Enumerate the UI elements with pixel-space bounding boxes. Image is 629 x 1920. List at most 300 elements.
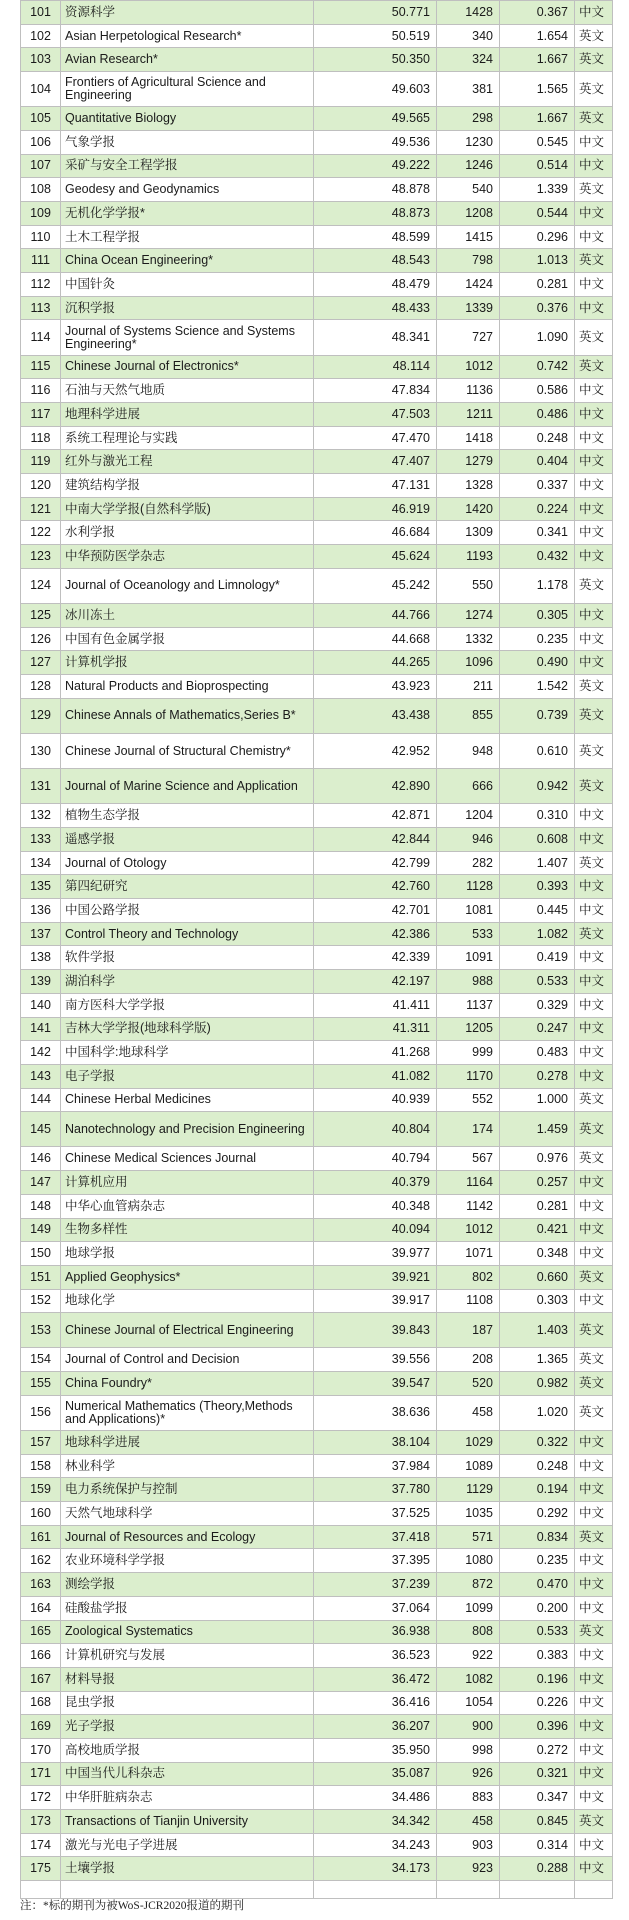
score-cell: 40.794 bbox=[314, 1147, 437, 1171]
rank-cell: 142 bbox=[21, 1041, 61, 1065]
table-row bbox=[21, 273, 613, 297]
table-row bbox=[21, 851, 613, 875]
language-cell: 中文 bbox=[575, 296, 613, 320]
score-cell: 40.094 bbox=[314, 1218, 437, 1242]
language-cell: 中文 bbox=[575, 1549, 613, 1573]
impact-cell: 0.200 bbox=[500, 1596, 575, 1620]
score-cell: 42.760 bbox=[314, 875, 437, 899]
language-cell: 英文 bbox=[575, 1313, 613, 1348]
table-row bbox=[21, 1762, 613, 1786]
table-row bbox=[21, 1064, 613, 1088]
rank-cell: 121 bbox=[21, 497, 61, 521]
language-cell: 中文 bbox=[575, 1017, 613, 1041]
language-cell: 中文 bbox=[575, 273, 613, 297]
impact-cell: 0.404 bbox=[500, 450, 575, 474]
score-cell: 45.242 bbox=[314, 568, 437, 603]
rank-count-cell: 1012 bbox=[437, 355, 500, 379]
empty-cell bbox=[314, 1881, 437, 1899]
journal-name-cell: 地球科学进展 bbox=[61, 1431, 314, 1455]
language-cell: 中文 bbox=[575, 1691, 613, 1715]
journal-name-cell: 遥感学报 bbox=[61, 828, 314, 852]
rank-count-cell: 540 bbox=[437, 178, 500, 202]
rank-count-cell: 567 bbox=[437, 1147, 500, 1171]
rank-count-cell: 1332 bbox=[437, 627, 500, 651]
impact-cell: 1.365 bbox=[500, 1348, 575, 1372]
table-row bbox=[21, 1857, 613, 1881]
table-row bbox=[21, 1786, 613, 1810]
score-cell: 36.938 bbox=[314, 1620, 437, 1644]
rank-count-cell: 1029 bbox=[437, 1431, 500, 1455]
rank-cell: 145 bbox=[21, 1112, 61, 1147]
journal-name-cell: Journal of Oceanology and Limnology* bbox=[61, 568, 314, 603]
score-cell: 47.503 bbox=[314, 403, 437, 427]
score-cell: 43.923 bbox=[314, 675, 437, 699]
journal-name-cell: Journal of Systems Science and Systems Engineering* bbox=[61, 320, 314, 355]
score-cell: 40.804 bbox=[314, 1112, 437, 1147]
impact-cell: 1.082 bbox=[500, 922, 575, 946]
table-row bbox=[21, 1218, 613, 1242]
rank-count-cell: 999 bbox=[437, 1041, 500, 1065]
score-cell: 41.311 bbox=[314, 1017, 437, 1041]
journal-name-cell: 第四纪研究 bbox=[61, 875, 314, 899]
table-row bbox=[21, 202, 613, 226]
rank-cell: 161 bbox=[21, 1525, 61, 1549]
rank-count-cell: 1142 bbox=[437, 1194, 500, 1218]
score-cell: 38.104 bbox=[314, 1431, 437, 1455]
journal-name-cell: 中国科学:地球科学 bbox=[61, 1041, 314, 1065]
language-cell: 中文 bbox=[575, 1667, 613, 1691]
journal-name-cell: Chinese Medical Sciences Journal bbox=[61, 1147, 314, 1171]
rank-count-cell: 550 bbox=[437, 568, 500, 603]
language-cell: 英文 bbox=[575, 24, 613, 48]
journal-name-cell: Geodesy and Geodynamics bbox=[61, 178, 314, 202]
score-cell: 39.917 bbox=[314, 1289, 437, 1313]
table-row bbox=[21, 1431, 613, 1455]
score-cell: 37.984 bbox=[314, 1454, 437, 1478]
impact-cell: 0.586 bbox=[500, 379, 575, 403]
journal-name-cell: 中华预防医学杂志 bbox=[61, 545, 314, 569]
impact-cell: 1.667 bbox=[500, 107, 575, 131]
table-row bbox=[21, 1, 613, 25]
journal-name-cell: 无机化学学报* bbox=[61, 202, 314, 226]
score-cell: 39.921 bbox=[314, 1265, 437, 1289]
journal-name-cell: China Ocean Engineering* bbox=[61, 249, 314, 273]
table-row bbox=[21, 1041, 613, 1065]
language-cell: 中文 bbox=[575, 1, 613, 25]
table-row bbox=[21, 107, 613, 131]
empty-cell bbox=[437, 1881, 500, 1899]
journal-name-cell: 高校地质学报 bbox=[61, 1738, 314, 1762]
rank-cell: 139 bbox=[21, 970, 61, 994]
language-cell: 英文 bbox=[575, 107, 613, 131]
rank-cell: 113 bbox=[21, 296, 61, 320]
journal-name-cell: Avian Research* bbox=[61, 48, 314, 72]
rank-count-cell: 533 bbox=[437, 922, 500, 946]
rank-count-cell: 1054 bbox=[437, 1691, 500, 1715]
rank-count-cell: 798 bbox=[437, 249, 500, 273]
rank-count-cell: 922 bbox=[437, 1644, 500, 1668]
rank-count-cell: 1137 bbox=[437, 993, 500, 1017]
table-row bbox=[21, 1525, 613, 1549]
rank-count-cell: 1164 bbox=[437, 1171, 500, 1195]
rank-count-cell: 1193 bbox=[437, 545, 500, 569]
table-row bbox=[21, 320, 613, 355]
language-cell: 中文 bbox=[575, 474, 613, 498]
impact-cell: 0.533 bbox=[500, 970, 575, 994]
rank-cell: 151 bbox=[21, 1265, 61, 1289]
impact-cell: 0.314 bbox=[500, 1833, 575, 1857]
rank-cell: 131 bbox=[21, 769, 61, 804]
score-cell: 42.799 bbox=[314, 851, 437, 875]
table-row bbox=[21, 804, 613, 828]
impact-cell: 0.347 bbox=[500, 1786, 575, 1810]
rank-cell: 167 bbox=[21, 1667, 61, 1691]
impact-cell: 0.292 bbox=[500, 1502, 575, 1526]
rank-cell: 111 bbox=[21, 249, 61, 273]
table-row bbox=[21, 379, 613, 403]
journal-name-cell: 计算机应用 bbox=[61, 1171, 314, 1195]
rank-cell: 129 bbox=[21, 698, 61, 733]
score-cell: 48.433 bbox=[314, 296, 437, 320]
score-cell: 48.878 bbox=[314, 178, 437, 202]
journal-name-cell: 中国当代儿科杂志 bbox=[61, 1762, 314, 1786]
rank-count-cell: 187 bbox=[437, 1313, 500, 1348]
table-row bbox=[21, 497, 613, 521]
score-cell: 42.871 bbox=[314, 804, 437, 828]
table-row bbox=[21, 675, 613, 699]
rank-cell: 104 bbox=[21, 72, 61, 107]
journal-name-cell: Numerical Mathematics (Theory,Methods and Applications)* bbox=[61, 1395, 314, 1430]
rank-count-cell: 926 bbox=[437, 1762, 500, 1786]
score-cell: 41.082 bbox=[314, 1064, 437, 1088]
rank-cell: 160 bbox=[21, 1502, 61, 1526]
rank-count-cell: 1211 bbox=[437, 403, 500, 427]
journal-name-cell: 软件学报 bbox=[61, 946, 314, 970]
rank-count-cell: 900 bbox=[437, 1715, 500, 1739]
journal-name-cell: 材料导报 bbox=[61, 1667, 314, 1691]
journal-name-cell: 土壤学报 bbox=[61, 1857, 314, 1881]
rank-count-cell: 946 bbox=[437, 828, 500, 852]
rank-count-cell: 211 bbox=[437, 675, 500, 699]
rank-count-cell: 282 bbox=[437, 851, 500, 875]
journal-name-cell: Frontiers of Agricultural Science and Engineering bbox=[61, 72, 314, 107]
language-cell: 中文 bbox=[575, 604, 613, 628]
rank-count-cell: 923 bbox=[437, 1857, 500, 1881]
score-cell: 40.379 bbox=[314, 1171, 437, 1195]
journal-name-cell: 采矿与安全工程学报 bbox=[61, 154, 314, 178]
language-cell: 中文 bbox=[575, 828, 613, 852]
table-row bbox=[21, 1265, 613, 1289]
language-cell: 英文 bbox=[575, 675, 613, 699]
rank-count-cell: 1035 bbox=[437, 1502, 500, 1526]
rank-count-cell: 458 bbox=[437, 1395, 500, 1430]
impact-cell: 1.542 bbox=[500, 675, 575, 699]
journal-name-cell: 地球学报 bbox=[61, 1242, 314, 1266]
journal-name-cell: Journal of Marine Science and Application bbox=[61, 769, 314, 804]
journal-name-cell: 测绘学报 bbox=[61, 1573, 314, 1597]
rank-count-cell: 802 bbox=[437, 1265, 500, 1289]
language-cell: 中文 bbox=[575, 993, 613, 1017]
impact-cell: 1.020 bbox=[500, 1395, 575, 1430]
impact-cell: 0.226 bbox=[500, 1691, 575, 1715]
rank-count-cell: 808 bbox=[437, 1620, 500, 1644]
journal-name-cell: Natural Products and Bioprospecting bbox=[61, 675, 314, 699]
rank-count-cell: 1091 bbox=[437, 946, 500, 970]
impact-cell: 0.305 bbox=[500, 604, 575, 628]
journal-name-cell: 地理科学进展 bbox=[61, 403, 314, 427]
rank-count-cell: 1428 bbox=[437, 1, 500, 25]
impact-cell: 0.288 bbox=[500, 1857, 575, 1881]
language-cell: 中文 bbox=[575, 202, 613, 226]
rank-cell: 169 bbox=[21, 1715, 61, 1739]
rank-count-cell: 727 bbox=[437, 320, 500, 355]
empty-cell bbox=[21, 1881, 61, 1899]
impact-cell: 1.339 bbox=[500, 178, 575, 202]
journal-name-cell: 光子学报 bbox=[61, 1715, 314, 1739]
rank-count-cell: 666 bbox=[437, 769, 500, 804]
impact-cell: 0.393 bbox=[500, 875, 575, 899]
language-cell: 中文 bbox=[575, 946, 613, 970]
journal-name-cell: 中国有色金属学报 bbox=[61, 627, 314, 651]
score-cell: 42.844 bbox=[314, 828, 437, 852]
rank-count-cell: 1128 bbox=[437, 875, 500, 899]
rank-cell: 101 bbox=[21, 1, 61, 25]
impact-cell: 0.257 bbox=[500, 1171, 575, 1195]
journal-name-cell: Journal of Resources and Ecology bbox=[61, 1525, 314, 1549]
impact-cell: 0.247 bbox=[500, 1017, 575, 1041]
rank-cell: 107 bbox=[21, 154, 61, 178]
language-cell: 中文 bbox=[575, 1478, 613, 1502]
empty-cell bbox=[500, 1881, 575, 1899]
table-row bbox=[21, 1088, 613, 1112]
language-cell: 英文 bbox=[575, 1372, 613, 1396]
impact-cell: 0.348 bbox=[500, 1242, 575, 1266]
rank-count-cell: 883 bbox=[437, 1786, 500, 1810]
journal-name-cell: Nanotechnology and Precision Engineering bbox=[61, 1112, 314, 1147]
score-cell: 48.599 bbox=[314, 225, 437, 249]
language-cell: 英文 bbox=[575, 1525, 613, 1549]
impact-cell: 0.490 bbox=[500, 651, 575, 675]
table-row bbox=[21, 1171, 613, 1195]
language-cell: 中文 bbox=[575, 225, 613, 249]
language-cell: 中文 bbox=[575, 1715, 613, 1739]
impact-cell: 0.421 bbox=[500, 1218, 575, 1242]
journal-name-cell: 沉积学报 bbox=[61, 296, 314, 320]
table-row bbox=[21, 1112, 613, 1147]
rank-cell: 159 bbox=[21, 1478, 61, 1502]
rank-cell: 164 bbox=[21, 1596, 61, 1620]
impact-cell: 0.310 bbox=[500, 804, 575, 828]
journal-name-cell: 系统工程理论与实践 bbox=[61, 426, 314, 450]
table-row bbox=[21, 733, 613, 768]
journal-name-cell: Control Theory and Technology bbox=[61, 922, 314, 946]
score-cell: 39.977 bbox=[314, 1242, 437, 1266]
table-row bbox=[21, 1147, 613, 1171]
rank-count-cell: 1424 bbox=[437, 273, 500, 297]
table-row bbox=[21, 828, 613, 852]
rank-cell: 123 bbox=[21, 545, 61, 569]
journal-name-cell: 农业环境科学学报 bbox=[61, 1549, 314, 1573]
rank-cell: 124 bbox=[21, 568, 61, 603]
rank-count-cell: 1129 bbox=[437, 1478, 500, 1502]
rank-count-cell: 174 bbox=[437, 1112, 500, 1147]
table-row bbox=[21, 1502, 613, 1526]
language-cell: 中文 bbox=[575, 1644, 613, 1668]
score-cell: 48.341 bbox=[314, 320, 437, 355]
rank-count-cell: 1279 bbox=[437, 450, 500, 474]
impact-cell: 0.224 bbox=[500, 497, 575, 521]
rank-cell: 173 bbox=[21, 1810, 61, 1834]
table-row bbox=[21, 225, 613, 249]
score-cell: 39.547 bbox=[314, 1372, 437, 1396]
language-cell: 中文 bbox=[575, 627, 613, 651]
rank-cell: 137 bbox=[21, 922, 61, 946]
score-cell: 47.470 bbox=[314, 426, 437, 450]
rank-count-cell: 381 bbox=[437, 72, 500, 107]
table-row bbox=[21, 1194, 613, 1218]
footnote: 注：*标的期刊为被WoS-JCR2020报道的期刊 bbox=[20, 1900, 244, 1912]
language-cell: 英文 bbox=[575, 922, 613, 946]
language-cell: 英文 bbox=[575, 1265, 613, 1289]
table-row bbox=[21, 1596, 613, 1620]
impact-cell: 0.281 bbox=[500, 1194, 575, 1218]
journal-name-cell: Zoological Systematics bbox=[61, 1620, 314, 1644]
rank-cell: 148 bbox=[21, 1194, 61, 1218]
rank-cell: 120 bbox=[21, 474, 61, 498]
score-cell: 38.636 bbox=[314, 1395, 437, 1430]
rank-count-cell: 1415 bbox=[437, 225, 500, 249]
rank-count-cell: 1246 bbox=[437, 154, 500, 178]
rank-cell: 153 bbox=[21, 1313, 61, 1348]
impact-cell: 1.407 bbox=[500, 851, 575, 875]
journal-name-cell: 气象学报 bbox=[61, 130, 314, 154]
journal-name-cell: Chinese Annals of Mathematics,Series B* bbox=[61, 698, 314, 733]
impact-cell: 0.608 bbox=[500, 828, 575, 852]
score-cell: 44.668 bbox=[314, 627, 437, 651]
score-cell: 42.386 bbox=[314, 922, 437, 946]
rank-count-cell: 552 bbox=[437, 1088, 500, 1112]
language-cell: 中文 bbox=[575, 1064, 613, 1088]
score-cell: 37.395 bbox=[314, 1549, 437, 1573]
language-cell: 中文 bbox=[575, 403, 613, 427]
impact-cell: 0.278 bbox=[500, 1064, 575, 1088]
rank-count-cell: 1274 bbox=[437, 604, 500, 628]
rank-cell: 133 bbox=[21, 828, 61, 852]
impact-cell: 1.178 bbox=[500, 568, 575, 603]
table-row bbox=[21, 899, 613, 923]
journal-name-cell: 电力系统保护与控制 bbox=[61, 1478, 314, 1502]
table-row bbox=[21, 178, 613, 202]
rank-count-cell: 458 bbox=[437, 1810, 500, 1834]
table-row bbox=[21, 24, 613, 48]
impact-cell: 0.514 bbox=[500, 154, 575, 178]
rank-cell: 122 bbox=[21, 521, 61, 545]
impact-cell: 0.660 bbox=[500, 1265, 575, 1289]
score-cell: 35.087 bbox=[314, 1762, 437, 1786]
rank-count-cell: 1170 bbox=[437, 1064, 500, 1088]
rank-count-cell: 1012 bbox=[437, 1218, 500, 1242]
rank-count-cell: 340 bbox=[437, 24, 500, 48]
table-row bbox=[21, 1454, 613, 1478]
rank-cell: 135 bbox=[21, 875, 61, 899]
score-cell: 37.064 bbox=[314, 1596, 437, 1620]
language-cell: 英文 bbox=[575, 48, 613, 72]
language-cell: 英文 bbox=[575, 733, 613, 768]
impact-cell: 0.337 bbox=[500, 474, 575, 498]
table-row bbox=[21, 769, 613, 804]
language-cell: 中文 bbox=[575, 1454, 613, 1478]
rank-count-cell: 998 bbox=[437, 1738, 500, 1762]
table-row bbox=[21, 450, 613, 474]
language-cell: 中文 bbox=[575, 1573, 613, 1597]
journal-name-cell: Chinese Journal of Structural Chemistry* bbox=[61, 733, 314, 768]
journal-name-cell: 冰川冻土 bbox=[61, 604, 314, 628]
language-cell: 中文 bbox=[575, 1857, 613, 1881]
impact-cell: 0.235 bbox=[500, 1549, 575, 1573]
rank-cell: 115 bbox=[21, 355, 61, 379]
score-cell: 34.486 bbox=[314, 1786, 437, 1810]
journal-name-cell: 生物多样性 bbox=[61, 1218, 314, 1242]
impact-cell: 0.296 bbox=[500, 225, 575, 249]
language-cell: 英文 bbox=[575, 769, 613, 804]
impact-cell: 0.942 bbox=[500, 769, 575, 804]
language-cell: 中文 bbox=[575, 970, 613, 994]
language-cell: 中文 bbox=[575, 875, 613, 899]
language-cell: 英文 bbox=[575, 568, 613, 603]
impact-cell: 0.303 bbox=[500, 1289, 575, 1313]
rank-count-cell: 1420 bbox=[437, 497, 500, 521]
score-cell: 36.416 bbox=[314, 1691, 437, 1715]
rank-cell: 141 bbox=[21, 1017, 61, 1041]
rank-count-cell: 1108 bbox=[437, 1289, 500, 1313]
empty-cell bbox=[575, 1881, 613, 1899]
rank-count-cell: 298 bbox=[437, 107, 500, 131]
rank-cell: 140 bbox=[21, 993, 61, 1017]
language-cell: 英文 bbox=[575, 178, 613, 202]
journal-name-cell: 土木工程学报 bbox=[61, 225, 314, 249]
table-row bbox=[21, 651, 613, 675]
score-cell: 36.523 bbox=[314, 1644, 437, 1668]
journal-name-cell: 中华肝脏病杂志 bbox=[61, 1786, 314, 1810]
language-cell: 英文 bbox=[575, 1112, 613, 1147]
score-cell: 37.525 bbox=[314, 1502, 437, 1526]
rank-cell: 166 bbox=[21, 1644, 61, 1668]
table-row bbox=[21, 1715, 613, 1739]
journal-ranking-table-wrapper bbox=[20, 0, 612, 1899]
rank-cell: 127 bbox=[21, 651, 61, 675]
journal-name-cell: 地球化学 bbox=[61, 1289, 314, 1313]
score-cell: 48.543 bbox=[314, 249, 437, 273]
language-cell: 英文 bbox=[575, 1088, 613, 1112]
score-cell: 49.603 bbox=[314, 72, 437, 107]
journal-name-cell: Asian Herpetological Research* bbox=[61, 24, 314, 48]
rank-count-cell: 1328 bbox=[437, 474, 500, 498]
rank-cell: 168 bbox=[21, 1691, 61, 1715]
rank-cell: 108 bbox=[21, 178, 61, 202]
impact-cell: 0.976 bbox=[500, 1147, 575, 1171]
table-row bbox=[21, 993, 613, 1017]
impact-cell: 1.090 bbox=[500, 320, 575, 355]
rank-count-cell: 1080 bbox=[437, 1549, 500, 1573]
table-row bbox=[21, 698, 613, 733]
rank-cell: 156 bbox=[21, 1395, 61, 1430]
table-row bbox=[21, 1478, 613, 1502]
table-row bbox=[21, 1289, 613, 1313]
rank-cell: 143 bbox=[21, 1064, 61, 1088]
table-row bbox=[21, 545, 613, 569]
language-cell: 中文 bbox=[575, 130, 613, 154]
score-cell: 44.766 bbox=[314, 604, 437, 628]
